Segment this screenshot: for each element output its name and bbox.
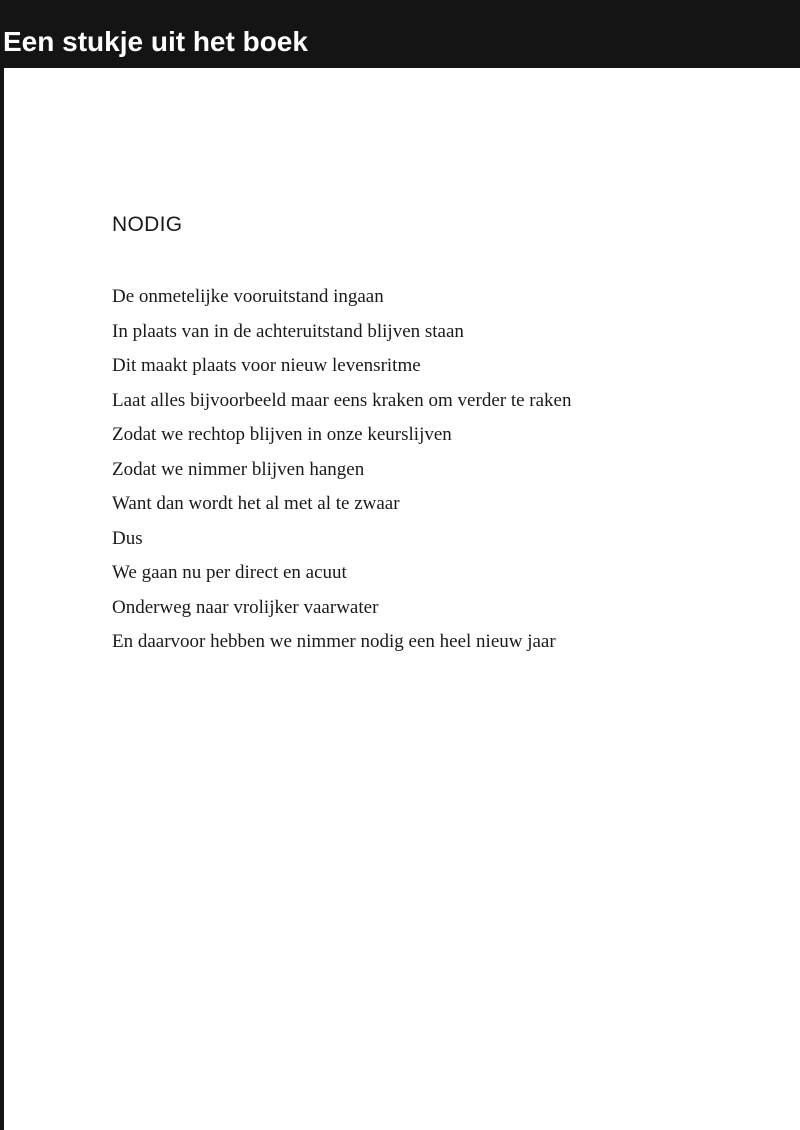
header-title: Een stukje uit het boek [3, 26, 308, 57]
poem-title: NODIG [112, 213, 183, 236]
poem-line: In plaats van in de achteruitstand blijven staan [112, 320, 464, 342]
poem-line: Zodat we nimmer blijven hangen [112, 458, 365, 480]
poem-body [112, 280, 752, 660]
poem-line: Zodat we rechtop blijven in onze keurslijven [112, 424, 452, 445]
poem-line: De onmetelijke vooruitstand ingaan [112, 286, 384, 307]
book-page[interactable] [4, 68, 800, 1130]
poem-line: Onderweg naar vrolijker vaarwater [112, 596, 379, 618]
poem-line: En daarvoor hebben we nimmer nodig een heel nieuw jaar [112, 631, 556, 652]
poem-line: Laat alles bijvoorbeeld maar eens kraken om verder te raken [112, 389, 572, 411]
poem-line: Dit maakt plaats voor nieuw levensritme [112, 355, 421, 376]
poem-line: We gaan nu per direct en acuut [112, 562, 347, 583]
poem-line: Dus [112, 527, 143, 549]
poem-line: Want dan wordt het al met al te zwaar [112, 493, 400, 514]
app-header [0, 0, 800, 68]
